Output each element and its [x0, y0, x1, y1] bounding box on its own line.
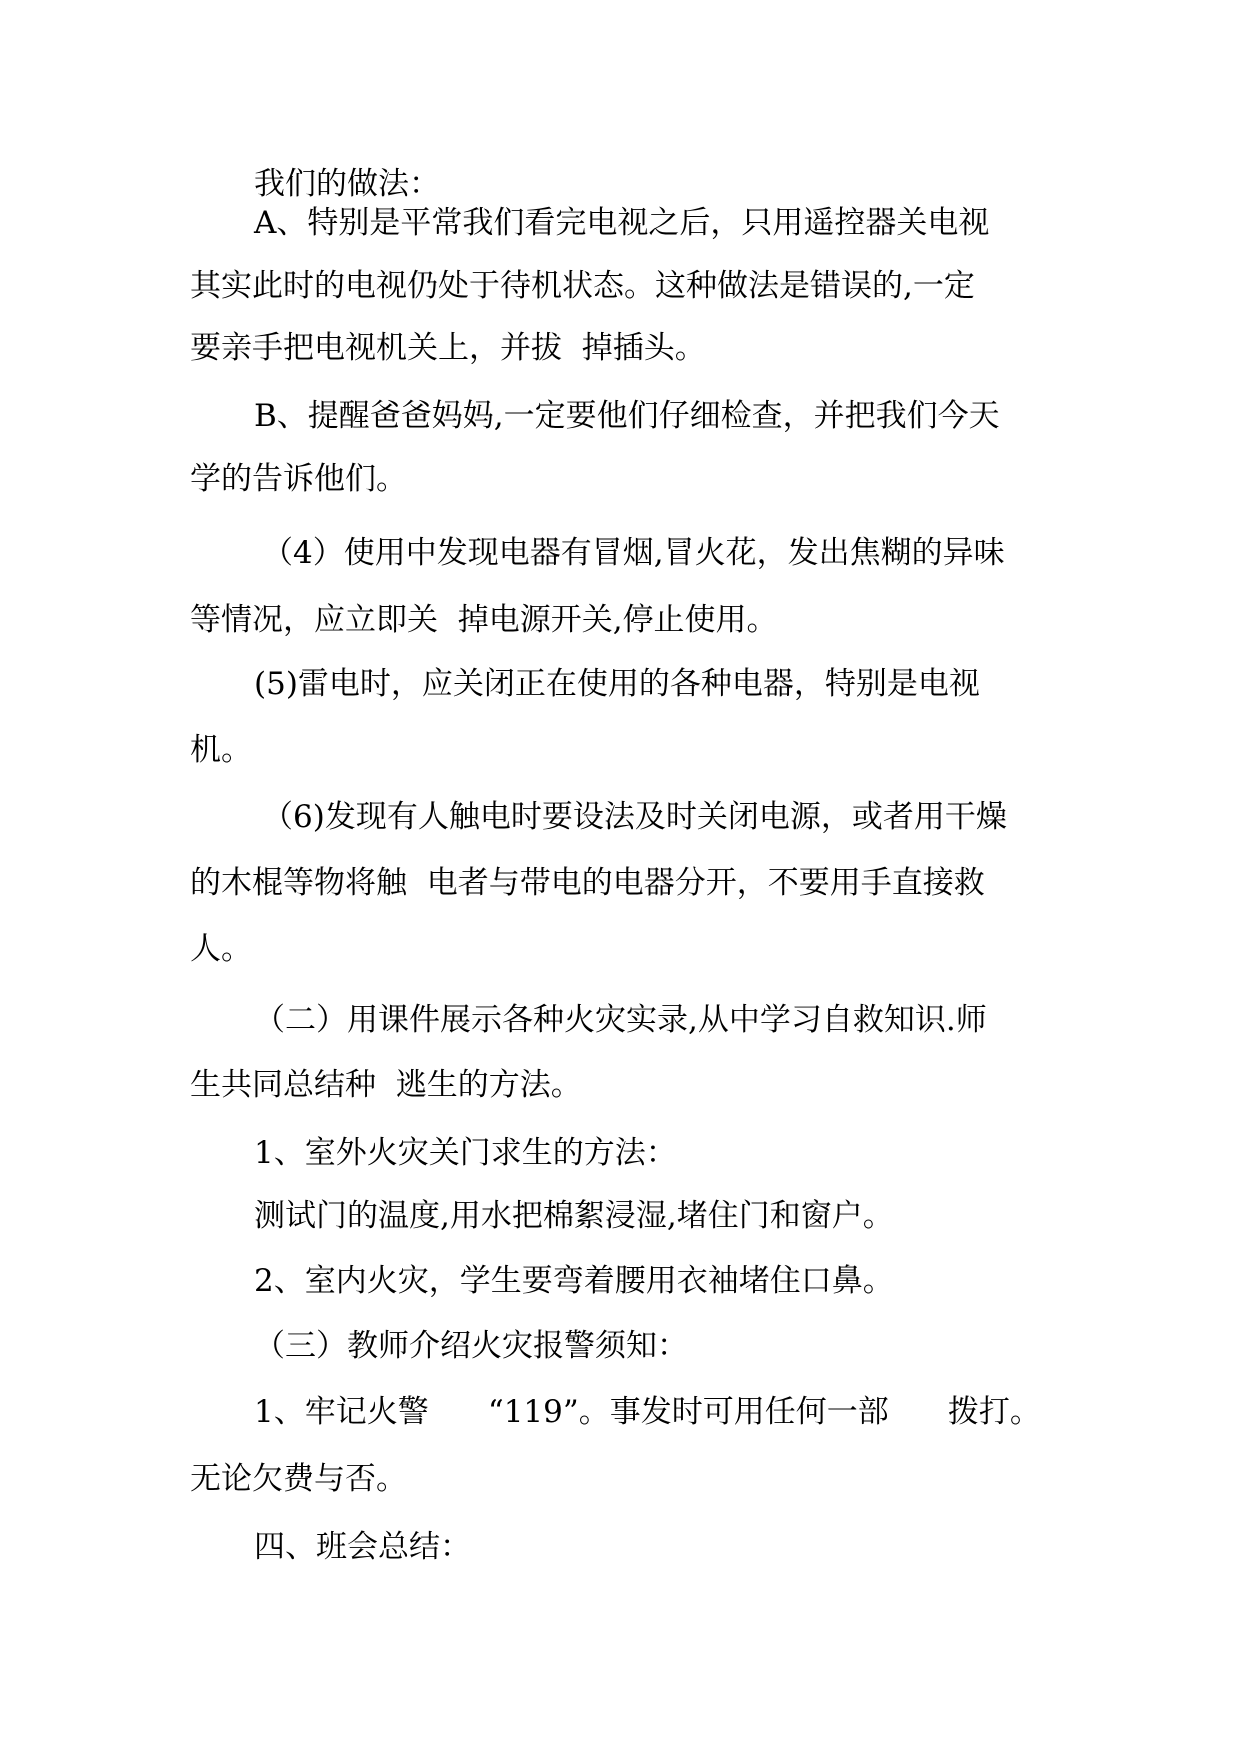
text-line: 1、牢记火警 “119”。事发时可用任何一部 拨打。 — [254, 1394, 1041, 1430]
text-line: 1、室外火灾关门求生的方法： — [254, 1135, 677, 1171]
text-line: A、特别是平常我们看完电视之后，只用遥控器关电视 — [254, 205, 990, 241]
text-line: 生共同总结种 逃生的方法。 — [190, 1067, 582, 1103]
text-line: （6)发现有人触电时要设法及时关闭电源，或者用干燥 — [262, 799, 1007, 835]
text-line: 要亲手把电视机关上，并拔 掉插头。 — [190, 330, 706, 366]
text-line: （三）教师介绍火灾报警须知： — [254, 1328, 688, 1364]
text-line: 无论欠费与否。 — [190, 1461, 407, 1497]
text-line: 其实此时的电视仍处于待机状态。这种做法是错误的,一定 — [190, 268, 975, 304]
text-line: 我们的做法： — [254, 166, 440, 202]
text-line: （二）用课件展示各种火灾实录,从中学习自救知识.师 — [254, 1002, 987, 1038]
text-line: 学的告诉他们。 — [190, 461, 407, 497]
text-line: 四、班会总结： — [254, 1529, 471, 1565]
text-line: 测试门的温度,用水把棉絮浸湿,堵住门和窗户。 — [254, 1198, 894, 1234]
text-line: （4）使用中发现电器有冒烟,冒火花，发出焦糊的异味 — [262, 535, 1005, 571]
text-line: 机。 — [190, 732, 252, 768]
text-line: 2、室内火灾，学生要弯着腰用衣袖堵住口鼻。 — [254, 1263, 894, 1299]
text-line: 的木棍等物将触 电者与带电的电器分开，不要用手直接救 — [190, 865, 985, 901]
text-line: 等情况，应立即关 掉电源开关,停止使用。 — [190, 602, 778, 638]
text-line: (5)雷电时，应关闭正在使用的各种电器，特别是电视 — [254, 666, 980, 702]
text-line: B、提醒爸爸妈妈,一定要他们仔细检查，并把我们今天 — [254, 398, 1000, 434]
text-line: 人。 — [190, 931, 252, 967]
